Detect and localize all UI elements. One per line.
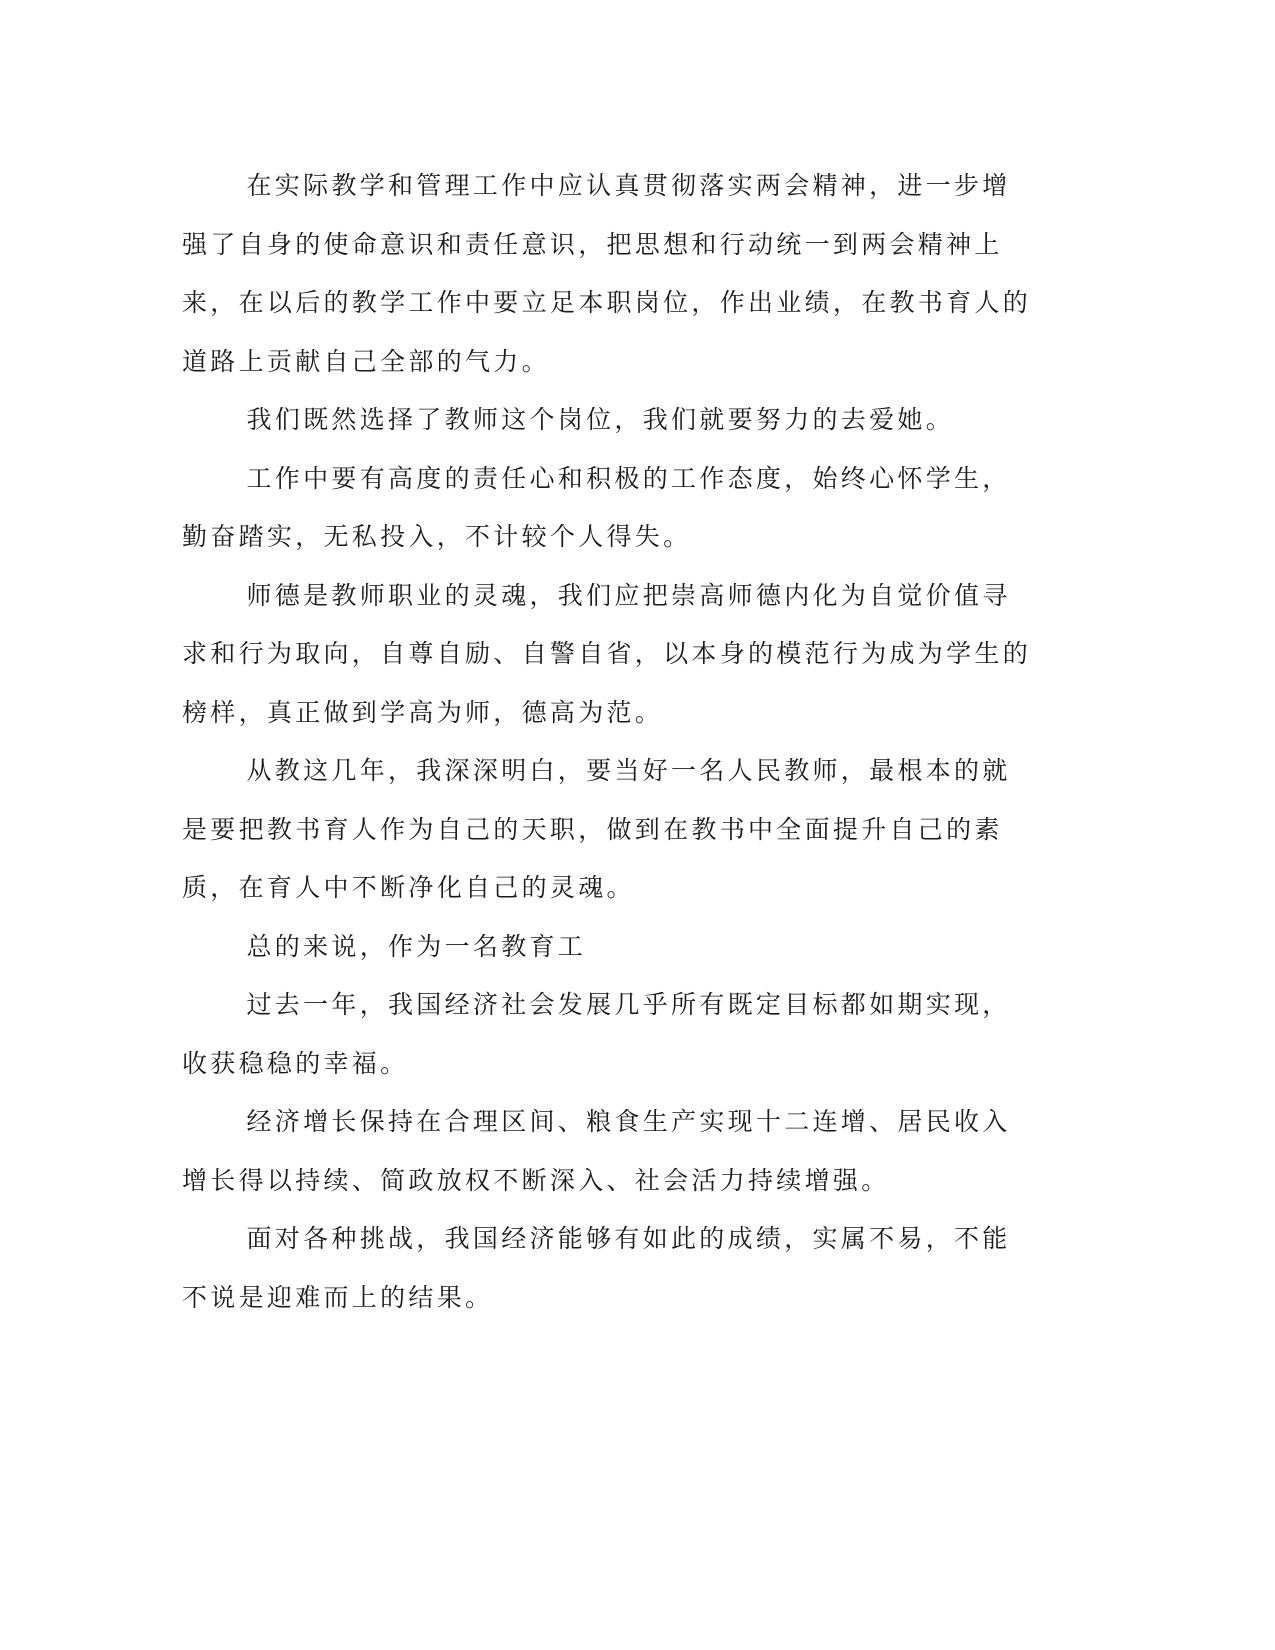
paragraph: 经济增长保持在合理区间、粮食生产实现十二连增、居民收入增长得以持续、简政放权不断深入、社会活力持续增强。	[182, 1107, 1011, 1195]
paragraph: 从教这几年，我深深明白，要当好一名人民教师，最根本的就是要把教书育人作为自己的天职，做到在教书中全面提升自己的素质，在育人中不断净化自己的灵魂。	[182, 756, 1011, 902]
paragraph: 过去一年，我国经济社会发展几乎所有既定目标都如期实现，收获稳稳的幸福。	[182, 990, 1011, 1078]
paragraph: 我们既然选择了教师这个岗位，我们就要努力的去爱她。	[246, 405, 955, 434]
document-body	[182, 157, 1032, 1327]
paragraph: 工作中要有高度的责任心和积极的工作态度，始终心怀学生，勤奋踏实，无私投入，不计较个人得失。	[182, 463, 1011, 551]
paragraph: 总的来说，作为一名教育工	[246, 931, 587, 961]
paragraph: 师德是教师职业的灵魂，我们应把崇高师德内化为自觉价值寻求和行为取向，自尊自励、自警自省，以本身的模范行为成为学生的榜样，真正做到学高为师，德高为范。	[182, 580, 1032, 727]
paragraph: 在实际教学和管理工作中应认真贯彻落实两会精神，进一步增强了自身的使命意识和责任意识，把思想和行动统一到两会精神上来，在以后的教学工作中要立足本职岗位，作出业绩，在教书育人的道路上贡献自己全部的气力。	[182, 171, 1032, 376]
paragraph: 面对各种挑战，我国经济能够有如此的成绩，实属不易，不能不说是迎难而上的结果。	[182, 1224, 1011, 1312]
